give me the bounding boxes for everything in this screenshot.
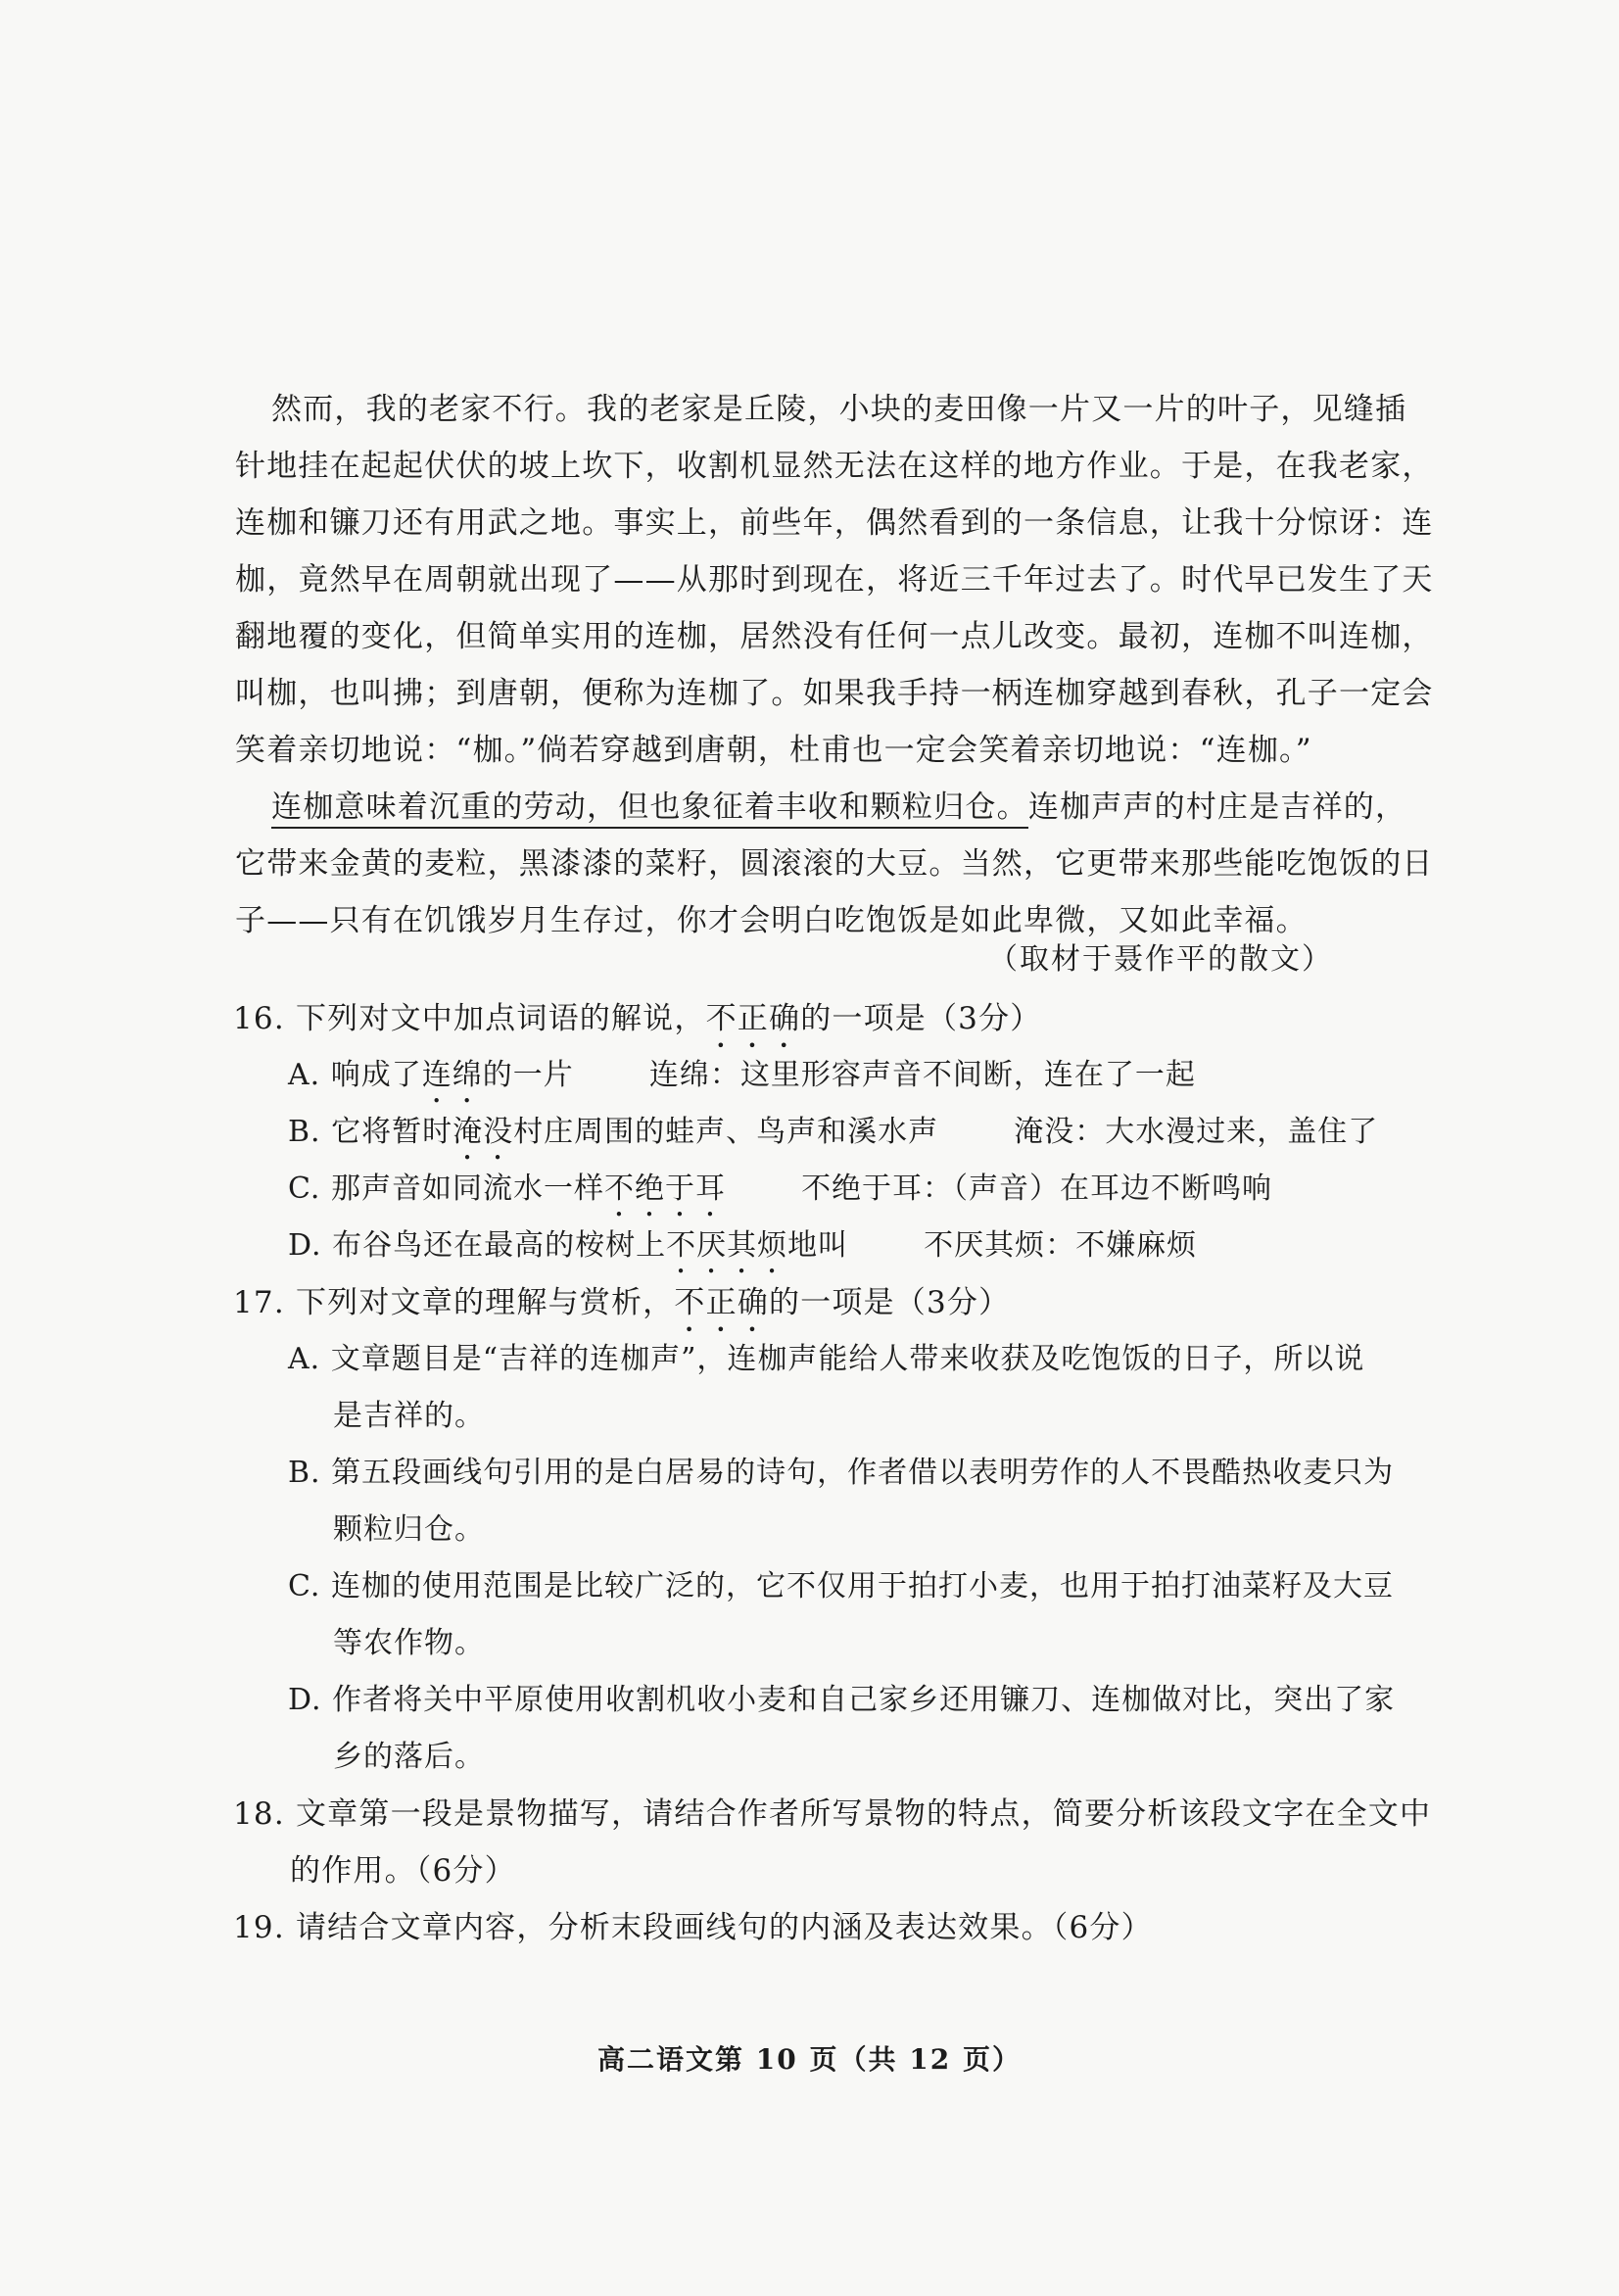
- option-text: 文章题目是“吉祥的连枷声”，连枷声能给人带来收获及吃饱饭的日子，所以说: [330, 1342, 1365, 1376]
- option-text: 的一片: [482, 1058, 574, 1092]
- page-footer: 高二语文第 10 页（共 12 页）: [597, 2043, 1022, 2076]
- option-text: 布谷鸟还在最高的桉树上: [332, 1228, 667, 1263]
- option-emphasis: 连绵: [421, 1058, 483, 1092]
- q16-option-d: [288, 1226, 1197, 1280]
- option-letter: B.: [288, 1456, 321, 1490]
- option-letter: C.: [288, 1569, 321, 1603]
- passage-line: 然而，我的老家不行。我的老家是丘陵，小块的麦田像一片又一片的叶子，见缝插: [271, 392, 1407, 427]
- q17-option-d: [288, 1681, 1395, 1720]
- option-letter: C.: [288, 1172, 321, 1206]
- option-emphasis: 淹没: [452, 1115, 514, 1149]
- question-18-cont: 的作用。（6分）: [290, 1853, 516, 1889]
- q17-option-d-cont: 乡的落后。: [333, 1740, 485, 1774]
- question-number: 18.: [233, 1796, 285, 1832]
- q17-option-a-cont: 是吉祥的。: [333, 1399, 485, 1433]
- passage-line: 它带来金黄的麦粒，黑漆漆的菜籽，圆滚滚的大豆。当然，它更带来那些能吃饱饭的日: [235, 846, 1434, 882]
- passage-line: 针地挂在起起伏伏的坡上坎下，收割机显然无法在这样的地方作业。于是，在我老家，: [235, 449, 1434, 484]
- underlined-sentence: 连枷意味着沉重的劳动，但也象征着丰收和颗粒归仓。: [271, 789, 1028, 829]
- question-stem-pre: 下列对文中加点词语的解说，: [295, 1001, 706, 1036]
- option-text: 作者将关中平原使用收割机收小麦和自己家乡还用镰刀、连枷做对比，突出了家: [332, 1683, 1396, 1717]
- question-number: 16.: [233, 1001, 285, 1036]
- passage-line: 枷，竟然早在周朝就出现了——从那时到现在，将近三千年过去了。时代早已发生了天: [235, 562, 1434, 598]
- question-number: 17.: [233, 1285, 285, 1320]
- passage-line: 叫枷，也叫拂；到唐朝，便称为连枷了。如果我手持一柄连枷穿越到春秋，孔子一定会: [235, 676, 1434, 711]
- option-letter: A.: [288, 1342, 321, 1376]
- q17-option-c: [288, 1567, 1394, 1606]
- option-text: 它将暂时: [331, 1115, 453, 1149]
- passage-line: 笑着亲切地说：“枷。”倘若穿越到唐朝，杜甫也一定会笑着亲切地说：“连枷。”: [235, 733, 1312, 768]
- option-text: 地叫: [787, 1228, 849, 1263]
- question-text: 请结合文章内容，分析末段画线句的内涵及表达效果。（6分）: [295, 1910, 1153, 1945]
- option-text: 连枷的使用范围是比较广泛的，它不仅用于拍打小麦，也用于拍打油菜籽及大豆: [330, 1569, 1394, 1603]
- option-emphasis: 不绝于耳: [603, 1172, 726, 1206]
- question-text: 文章第一段是景物描写，请结合作者所写景物的特点，简要分析该段文字在全文中: [295, 1796, 1432, 1832]
- option-letter: A.: [288, 1058, 321, 1092]
- q17-option-a: [288, 1340, 1364, 1379]
- option-letter: B.: [288, 1115, 321, 1149]
- question-stem-post: 的一项是（3分）: [800, 1001, 1042, 1036]
- passage-text: 连枷声声的村庄是吉祥的，: [1027, 789, 1407, 825]
- q16-option-b: [288, 1113, 1378, 1167]
- passage-line-underlined: [271, 788, 1407, 827]
- option-explanation: 连绵：这里形容声音不间断，连在了一起: [648, 1058, 1196, 1092]
- question-18: [233, 1794, 1431, 1834]
- option-text: 那声音如同流水一样: [330, 1172, 604, 1206]
- option-text: 响成了: [330, 1058, 422, 1092]
- q17-option-c-cont: 等农作物。: [333, 1626, 485, 1660]
- question-16: [233, 999, 1042, 1055]
- passage-line: 翻地覆的变化，但简单实用的连枷，居然没有任何一点儿改变。最初，连枷不叫连枷，: [235, 619, 1434, 654]
- question-19: [233, 1908, 1153, 1947]
- passage-line: 子——只有在饥饿岁月生存过，你才会明白吃饱饭是如此卑微，又如此幸福。: [235, 903, 1308, 938]
- option-letter: D.: [288, 1228, 322, 1263]
- option-explanation: 不厌其烦：不嫌麻烦: [924, 1228, 1198, 1263]
- question-stem-post: 的一项是（3分）: [768, 1285, 1011, 1320]
- question-17: [233, 1283, 1010, 1339]
- q16-option-c: [288, 1170, 1272, 1223]
- q17-option-b: [288, 1454, 1394, 1493]
- question-stem-pre: 下列对文章的理解与赏析，: [295, 1285, 675, 1320]
- option-text: 村庄周围的蛙声、鸟声和溪水声: [513, 1115, 939, 1149]
- passage-source: （取材于聂作平的散文）: [988, 942, 1333, 977]
- question-number: 19.: [233, 1910, 285, 1945]
- q17-option-b-cont: 颗粒归仓。: [333, 1512, 485, 1547]
- option-text: 第五段画线句引用的是白居易的诗句，作者借以表明劳作的人不畏酷热收麦只为: [331, 1456, 1395, 1490]
- option-letter: D.: [288, 1683, 322, 1717]
- question-stem-emphasis: 不正确: [705, 1001, 801, 1036]
- option-explanation: 淹没：大水漫过来，盖住了: [1014, 1115, 1379, 1149]
- passage-line: 连枷和镰刀还有用武之地。事实上，前些年，偶然看到的一条信息，让我十分惊讶：连: [235, 505, 1434, 541]
- option-explanation: 不绝于耳：（声音）在耳边不断鸣响: [801, 1172, 1273, 1206]
- q16-option-a: [288, 1056, 1196, 1110]
- question-stem-emphasis: 不正确: [674, 1285, 769, 1320]
- option-emphasis: 不厌其烦: [666, 1228, 788, 1263]
